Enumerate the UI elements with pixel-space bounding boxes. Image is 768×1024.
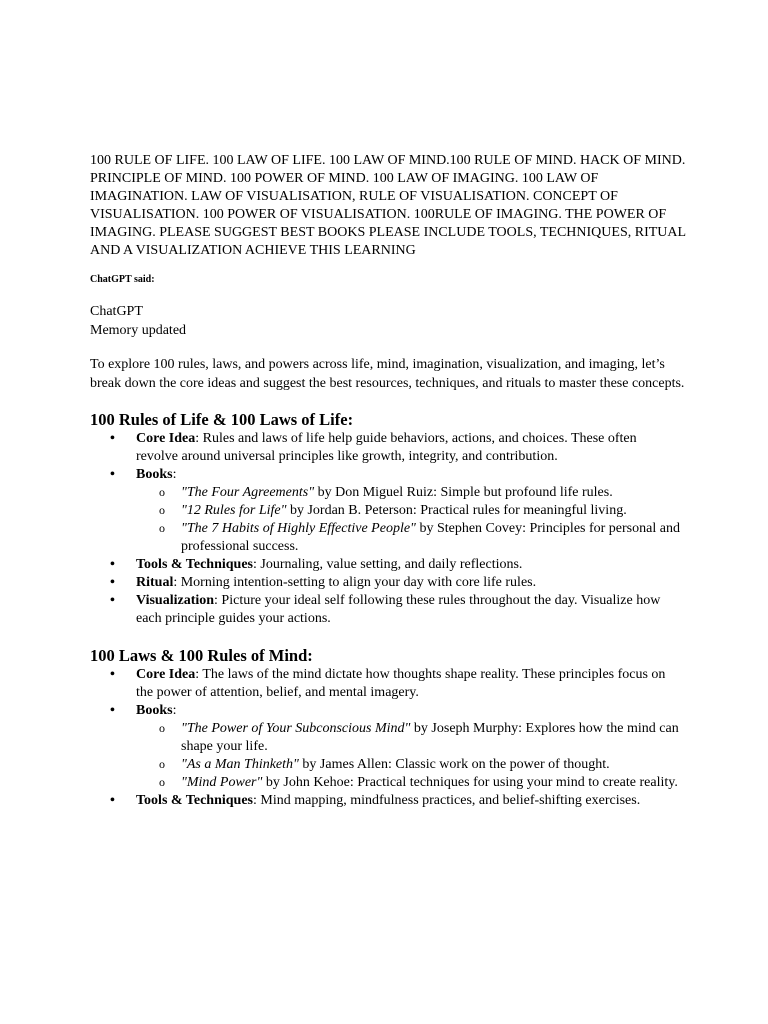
book-description: by John Kehoe: Practical techniques for using your mind to create reality. xyxy=(262,775,678,790)
book-title: "The Power of Your Subconscious Mind" xyxy=(181,721,411,736)
book-description: by James Allen: Classic work on the power of thought. xyxy=(298,757,610,772)
book-description: by Stephen Covey: Principles for personal and professional success. xyxy=(181,521,680,554)
book-list xyxy=(181,720,681,792)
bullet-text: : Mind mapping, mindfulness practices, and belief-shifting exercises. xyxy=(252,793,641,808)
book-item xyxy=(181,484,681,502)
book-list xyxy=(181,484,681,556)
bullet-label: Tools & Techniques xyxy=(136,793,253,808)
bullet-label: Visualization xyxy=(136,593,215,608)
bullet-text: : Picture your ideal self following these rules throughout the day. Visualize how each principle guides your actions. xyxy=(136,593,661,626)
book-description: by Joseph Murphy: Explores how the mind can shape your life. xyxy=(181,721,679,754)
bullet-text: : Journaling, value setting, and daily reflections. xyxy=(252,557,523,572)
bullet-label: Books xyxy=(136,467,173,482)
list-item xyxy=(136,574,682,592)
assistant-header xyxy=(90,302,690,340)
list-item xyxy=(136,466,682,556)
book-title: "12 Rules for Life" xyxy=(181,503,287,518)
book-title: "As a Man Thinketh" xyxy=(181,757,299,772)
said-label-colon: : xyxy=(151,274,155,285)
list-item xyxy=(136,556,682,574)
bullet-label: Ritual xyxy=(136,575,174,590)
user-prompt: 100 RULE OF LIFE. 100 LAW OF LIFE. 100 LAW OF MIND.100 RULE OF MIND. HACK OF MIND. PRINCIPLE OF MIND. 100 POWER OF MIND. 100 LAW OF IMAGING. 100 LAW OF IMAGINATION. LAW OF VISUALISATION, RULE OF VISUALISATION. CONCEPT OF VISUALISATION. 100 POWER OF VISUALISATION. 100RULE OF IMAGING. THE POWER OF IMAGING. PLEASE SUGGEST BEST BOOKS PLEASE INCLUDE TOOLS, TECHNIQUES, RITUAL AND A VISUALIZATION ACHIEVE THIS LEARNING xyxy=(90,153,686,258)
book-item xyxy=(181,520,681,556)
said-label-text: ChatGPT said xyxy=(90,274,152,285)
bullet-text: : The laws of the mind dictate how thoughts shape reality. These principles focus on the power of attention, belief, and mental imagery. xyxy=(136,667,666,700)
book-item xyxy=(181,756,681,774)
bullet-text: : xyxy=(172,703,177,718)
memory-status: Memory updated xyxy=(90,323,187,338)
assistant-said-label xyxy=(90,274,690,286)
section-heading-life: 100 Rules of Life & 100 Laws of Life: xyxy=(90,410,354,429)
book-title: "The Four Agreements" xyxy=(181,485,315,500)
life-bullet-list xyxy=(136,430,682,628)
list-item xyxy=(136,702,682,792)
book-item xyxy=(181,720,681,756)
mind-bullet-list xyxy=(136,666,682,810)
bullet-label: Tools & Techniques xyxy=(136,557,253,572)
book-description: by Jordan B. Peterson: Practical rules for meaningful living. xyxy=(286,503,627,518)
list-item xyxy=(136,592,682,628)
bullet-text: : xyxy=(172,467,177,482)
bullet-label: Books xyxy=(136,703,173,718)
book-title: "The 7 Habits of Highly Effective People" xyxy=(181,521,416,536)
bullet-label: Core Idea xyxy=(136,667,196,682)
bullet-text: : Morning intention-setting to align your day with core life rules. xyxy=(173,575,537,590)
list-item xyxy=(136,792,682,810)
assistant-name: ChatGPT xyxy=(90,304,143,319)
book-title: "Mind Power" xyxy=(181,775,263,790)
bullet-label: Core Idea xyxy=(136,431,196,446)
book-description: by Don Miguel Ruiz: Simple but profound life rules. xyxy=(314,485,613,500)
intro-paragraph: To explore 100 rules, laws, and powers across life, mind, imagination, visualization, and imaging, let’s break down the core ideas and suggest the best resources, techniques, and rituals to master these concepts. xyxy=(90,357,685,391)
section-heading-mind: 100 Laws & 100 Rules of Mind: xyxy=(90,646,313,665)
book-item xyxy=(181,774,681,792)
book-item xyxy=(181,502,681,520)
bullet-text: : Rules and laws of life help guide behaviors, actions, and choices. These often revolve around universal principles like growth, integrity, and contribution. xyxy=(136,431,637,464)
list-item xyxy=(136,430,682,466)
document-page xyxy=(90,152,690,810)
list-item xyxy=(136,666,682,702)
